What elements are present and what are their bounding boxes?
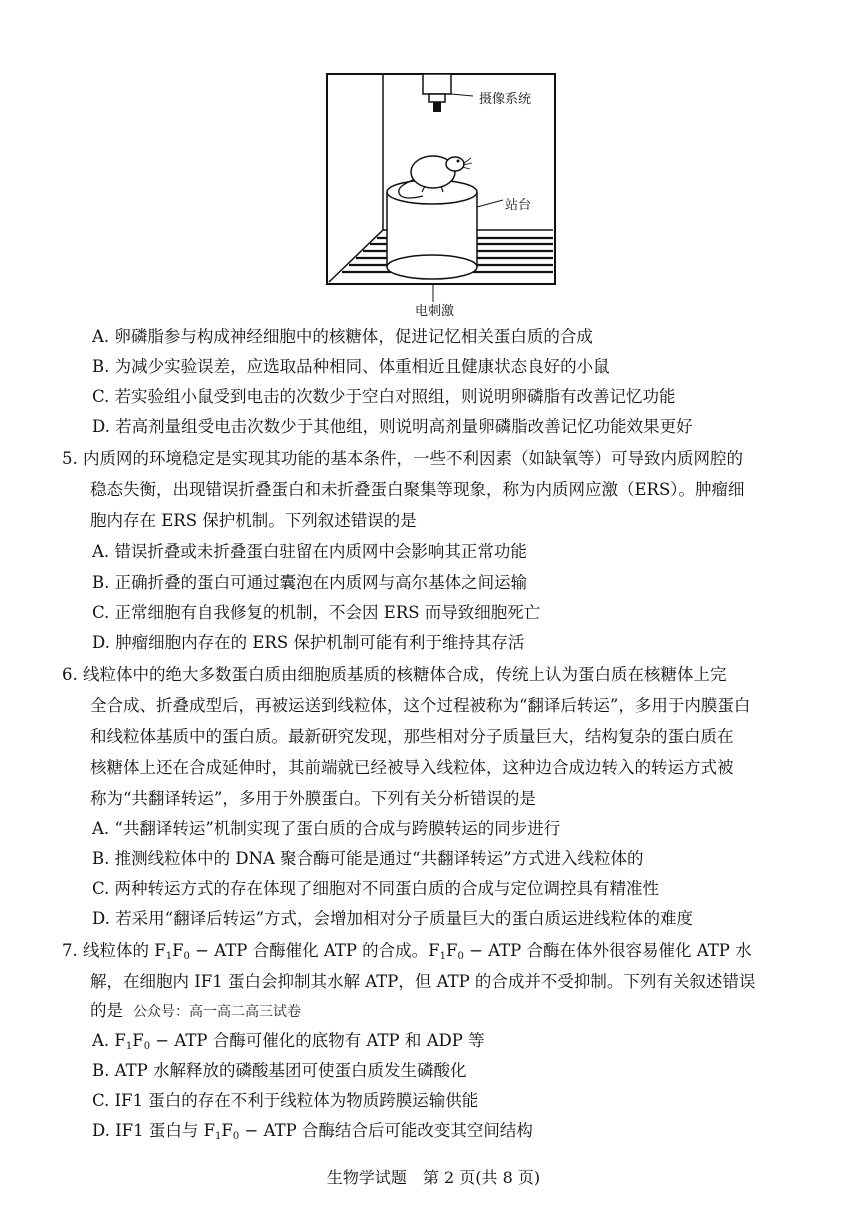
camera-label: 摄像系统 [479,92,532,107]
watermark-note: 公众号：高一高二高三试卷 [133,1004,301,1020]
q7-text: F [446,941,458,960]
subscript: 1 [439,951,447,962]
subscript: 1 [125,1041,133,1052]
q7-text: D. IF1 蛋白与 F [92,1121,216,1140]
q5-option-d: D. 肿瘤细胞内存在的 ERS 保护机制可能有利于维持其存活 [92,633,525,652]
q6-stem-line: 6. 线粒体中的绝大多数蛋白质由细胞质基质的核糖体合成，传统上认为蛋白质在核糖体上完 [62,665,727,684]
shock-label: 电刺激 [415,304,455,319]
q6-stem-line: 全合成、折叠成型后，再被运送到线粒体，这个过程被称为“翻译后转运”，多用于内膜蛋白 [90,696,751,715]
platform-label: 站台 [505,198,532,213]
q7-text: − ATP 合酶催化 ATP 的合成。F [189,941,440,960]
q7-text: F [221,1121,233,1140]
subscript: 1 [215,1131,222,1142]
q4-option-a: A. 卵磷脂参与构成神经细胞中的核糖体，促进记忆相关蛋白质的合成 [92,327,593,346]
q6-stem-line: 核糖体上还在合成延伸时，其前端就已经被导入线粒体，这种边合成边转入的转运方式被 [90,758,734,777]
q5-option-c: C. 正常细胞有自我修复的机制，不会因 ERS 而导致细胞死亡 [92,603,541,622]
q7-text: 7. 线粒体的 F [62,941,166,960]
q4-option-c: C. 若实验组小鼠受到电击的次数少于空白对照组，则说明卵磷脂有改善记忆功能 [92,387,676,406]
q7-option-d [92,1116,533,1152]
q7-text: F [172,941,184,960]
q7-option-b: B. ATP 水解释放的磷酸基团可使蛋白质发生磷酸化 [92,1061,467,1080]
q6-option-a: A. “共翻译转运”机制实现了蛋白质的合成与跨膜转运的同步进行 [92,819,561,838]
q7-text: 的是 [90,1001,123,1020]
q6-stem-line: 和线粒体基质中的蛋白质。最新研究发现，那些相对分子质量巨大，结构复杂的蛋白质在 [90,727,734,746]
q7-text: − ATP 合酶结合后可能改变其空间结构 [239,1121,533,1140]
q4-option-d: D. 若高剂量组受电击次数少于其他组，则说明高剂量卵磷脂改善记忆功能效果更好 [92,417,693,436]
subscript: 0 [143,1041,151,1052]
q5-stem-line: 稳态失衡，出现错误折叠蛋白和未折叠蛋白聚集等现象，称为内质网应激（ERS）。肿瘤细 [90,480,745,499]
subscript: 0 [457,951,464,962]
q6-option-c: C. 两种转运方式的存在体现了细胞对不同蛋白质的合成与定位调控具有精准性 [92,879,660,898]
q7-stem-line [90,996,301,1027]
q6-option-d: D. 若采用“翻译后转运”方式，会增加相对分子质量巨大的蛋白质运进线粒体的难度 [92,909,694,928]
q5-option-a: A. 错误折叠或未折叠蛋白驻留在内质网中会影响其正常功能 [92,542,527,561]
q5-stem-line: 5. 内质网的环境稳定是实现其功能的基本条件，一些不利因素（如缺氧等）可导致内质网腔的 [62,449,743,468]
q7-text: − ATP 合酶在体外很容易催化 ATP 水 [463,941,752,960]
q7-text: A. F [92,1031,126,1050]
q5-stem-line: 胞内存在 ERS 保护机制。下列叙述错误的是 [90,511,417,530]
subscript: 0 [232,1131,240,1142]
q7-text: − ATP 合酶可催化的底物有 ATP 和 ADP 等 [150,1031,485,1050]
q6-stem-line: 称为“共翻译转运”，多用于外膜蛋白。下列有关分析错误的是 [90,789,536,808]
q7-stem-line: 解，在细胞内 IF1 蛋白会抑制其水解 ATP，但 ATP 的合成并不受抑制。下列有关叙述错误 [90,972,756,991]
page-footer: 生物学试题 第 2 页(共 8 页) [326,1168,541,1187]
q6-option-b: B. 推测线粒体中的 DNA 聚合酶可能是通过“共翻译转运”方式进入线粒体的 [92,849,644,868]
q4-option-b: B. 为减少实验误差，应选取品种相同、体重相近且健康状态良好的小鼠 [92,357,610,376]
q7-text: F [132,1031,144,1050]
q5-option-b: B. 正确折叠的蛋白可通过囊泡在内质网与高尔基体之间运输 [92,573,528,592]
subscript: 1 [165,951,173,962]
subscript: 0 [183,951,190,962]
q7-option-c: C. IF1 蛋白的存在不利于线粒体为物质跨膜运输供能 [92,1091,479,1110]
